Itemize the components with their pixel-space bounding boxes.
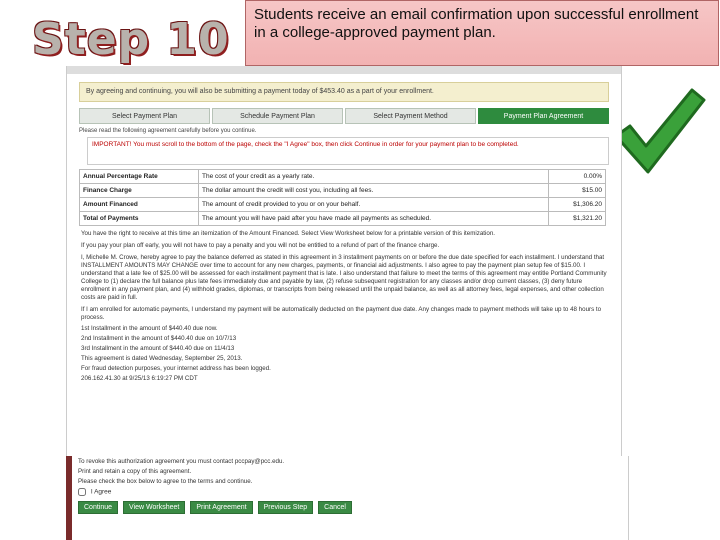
terms-table bbox=[79, 169, 606, 226]
check-box-text: Please check the box below to agree to the terms and continue. bbox=[78, 478, 253, 485]
checkmark-icon bbox=[612, 86, 708, 178]
installment-2: 2nd Installment in the amount of $440.40 due on 10/7/13 bbox=[81, 335, 237, 342]
installment-3: 3rd Installment in the amount of $440.40 due on 11/4/13 bbox=[81, 345, 235, 352]
agreement-footer-screenshot bbox=[66, 456, 629, 540]
table-row bbox=[80, 198, 606, 212]
step-tabs bbox=[79, 108, 609, 124]
payment-banner: By agreeing and continuing, you will also be submitting a payment today of $453.40 as a part of your enrollment. bbox=[79, 82, 609, 102]
early-payoff-text: If you pay your plan off early, you will not have to pay a penalty and you will not be entitled to a refund of part of the finance charge. bbox=[81, 242, 440, 249]
important-notice: IMPORTANT! You must scroll to the bottom of the page, check the "I Agree" box, then click Continue in order for your payment plan to be completed. bbox=[87, 137, 609, 165]
term-amount: $15.00 bbox=[549, 184, 606, 198]
term-amount: $1,306.20 bbox=[549, 198, 606, 212]
table-row bbox=[80, 170, 606, 184]
term-label: Amount Financed bbox=[80, 198, 199, 212]
instructions-text: Please read the following agreement carefully before you continue. bbox=[79, 128, 257, 134]
cancel-button[interactable]: Cancel bbox=[318, 501, 352, 514]
tab-payment-plan-agreement[interactable]: Payment Plan Agreement bbox=[478, 108, 609, 124]
agree-label: I Agree bbox=[90, 488, 112, 496]
term-amount: $1,321.20 bbox=[549, 212, 606, 226]
term-desc: The amount of credit provided to you or on your behalf. bbox=[199, 198, 549, 212]
itemization-text: You have the right to receive at this time an itemization of the Amount Financed. Select View Worksheet below for a printable version of this itemization. bbox=[81, 230, 495, 237]
automatic-payments-text: If I am enrolled for automatic payments, I understand my payment will be automatically deducted on the payment due date. Any changes made to payment methods will take up to 48 hours to process. bbox=[81, 306, 602, 321]
print-text: Print and retain a copy of this agreement. bbox=[78, 468, 192, 475]
term-amount: 0.00% bbox=[549, 170, 606, 184]
term-label: Total of Payments bbox=[80, 212, 199, 226]
callout-note: Students receive an email confirmation upon successful enrollment in a college-approved payment plan. bbox=[245, 0, 719, 66]
previous-step-button[interactable]: Previous Step bbox=[258, 501, 314, 514]
continue-button[interactable]: Continue bbox=[78, 501, 118, 514]
print-agreement-button[interactable]: Print Agreement bbox=[190, 501, 252, 514]
fraud-notice: For fraud detection purposes, your internet address has been logged. bbox=[81, 365, 271, 372]
step-title: Step 10 bbox=[32, 14, 230, 65]
term-desc: The cost of your credit as a yearly rate. bbox=[199, 170, 549, 184]
agree-row bbox=[78, 488, 622, 496]
term-label: Annual Percentage Rate bbox=[80, 170, 199, 184]
term-desc: The amount you will have paid after you have made all payments as scheduled. bbox=[199, 212, 549, 226]
table-row bbox=[80, 184, 606, 198]
term-label: Finance Charge bbox=[80, 184, 199, 198]
tab-select-payment-plan[interactable]: Select Payment Plan bbox=[79, 108, 210, 124]
ip-log: 206.162.41.30 at 9/25/13 6:19:27 PM CDT bbox=[81, 375, 198, 382]
agreement-text: I, Michelle M. Crowe, hereby agree to pay the balance deferred as stated in this agreement in 3 installment payments on or before the due date specified for each installment. I understand that INSTALLMENT AMOUNTS MAY CHANGE over time to account for any new charges, payments, or financial aid adjustments. I also agree to pay the payment plan setup fee of $15.00. I understand that a late fee of $25.00 will be assessed for each installment payment that is late. I also understand that failure to meet the terms of this agreement may entitle Portland Community College to (1) declare the full balance plus late fees immediately due and payable by law, (2) refuse subsequent registration for any classes and/or drop current classes, (3) deny future enrollment in any payment plan, and (4) withhold grades, diplomas, or transcripts from being released until the unpaid balance, as well as all attorney fees, legal expenses, and other collection costs are paid in full. bbox=[81, 254, 607, 301]
screenshot-header bbox=[67, 66, 621, 74]
installment-1: 1st Installment in the amount of $440.40 due now. bbox=[81, 325, 218, 332]
view-worksheet-button[interactable]: View Worksheet bbox=[123, 501, 185, 514]
agreement-date: This agreement is dated Wednesday, September 25, 2013. bbox=[81, 355, 243, 362]
payment-agreement-screenshot bbox=[66, 66, 622, 456]
term-desc: The dollar amount the credit will cost you, including all fees. bbox=[199, 184, 549, 198]
tab-select-payment-method[interactable]: Select Payment Method bbox=[345, 108, 476, 124]
action-buttons bbox=[78, 501, 622, 514]
agree-checkbox[interactable] bbox=[78, 488, 86, 496]
revoke-text: To revoke this authorization agreement you must contact pccpay@pcc.edu. bbox=[78, 458, 285, 465]
table-row bbox=[80, 212, 606, 226]
tab-schedule-payment-plan[interactable]: Schedule Payment Plan bbox=[212, 108, 343, 124]
